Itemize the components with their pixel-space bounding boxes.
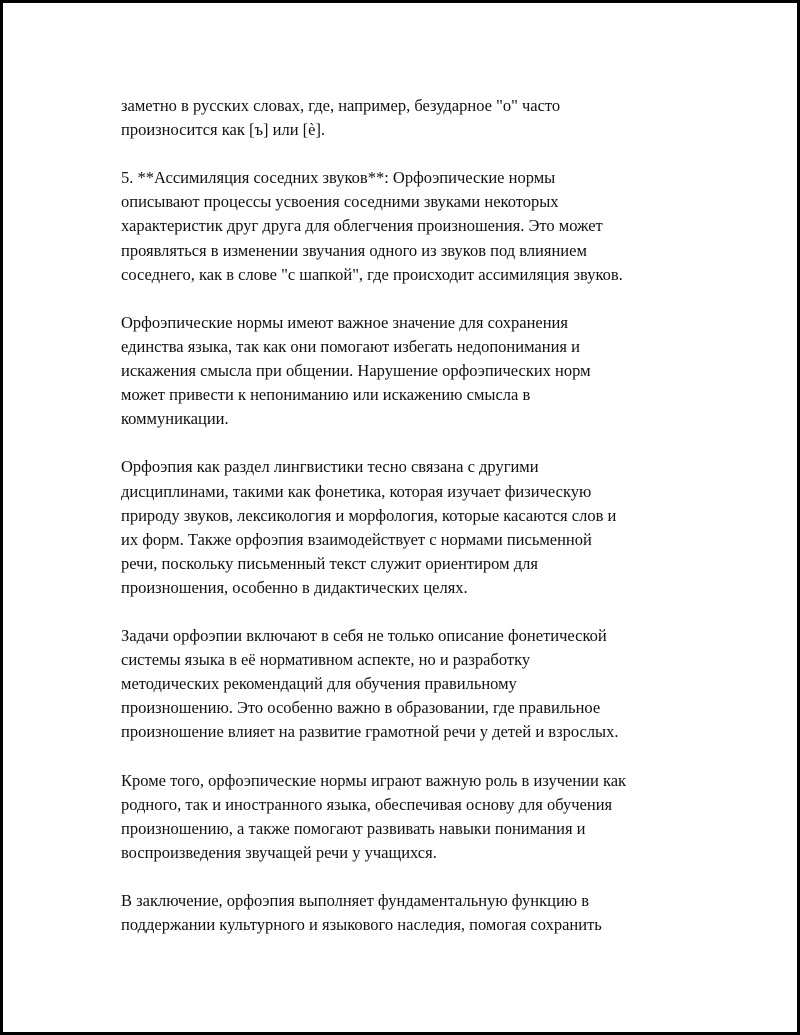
text-line: природу звуков, лексикология и морфология, которые касаются слов и	[121, 505, 617, 525]
text-line: В заключение, орфоэпия выполняет фундаментальную функцию в	[121, 891, 590, 911]
text-line: поддержании культурного и языкового наследия, помогая сохранить	[121, 915, 602, 935]
text-line: характеристик друг друга для облегчения произношения. Это может	[121, 216, 603, 236]
paragraph-3	[121, 311, 701, 431]
document-body	[121, 94, 701, 961]
text-line: воспроизведения звучащей речи у учащихся.	[121, 842, 437, 862]
text-line: их форм. Также орфоэпия взаимодействует с нормами письменной	[121, 529, 592, 549]
text-line: родного, так и иностранного языка, обеспечивая основу для обучения	[121, 794, 613, 814]
text-line: проявляться в изменении звучания одного из звуков под влиянием	[121, 240, 587, 260]
text-line: произношению. Это особенно важно в образовании, где правильное	[121, 698, 601, 718]
text-line: описывают процессы усвоения соседними звуками некоторых	[121, 192, 559, 212]
text-line: дисциплинами, такими как фонетика, которая изучает физическую	[121, 481, 592, 501]
text-line: может привести к непониманию или искажению смысла в	[121, 385, 531, 405]
text-line: коммуникации.	[121, 409, 229, 429]
text-line: Кроме того, орфоэпические нормы играют важную роль в изучении как	[121, 770, 627, 790]
text-line: произношению, а также помогают развивать навыки понимания и	[121, 818, 586, 838]
text-line: произношения, особенно в дидактических целях.	[121, 577, 468, 597]
paragraph-1	[121, 94, 701, 142]
paragraph-5	[121, 624, 701, 744]
text-line: Орфоэпия как раздел лингвистики тесно связана с другими	[121, 457, 539, 477]
text-line: заметно в русских словах, где, например, безударное "о" часто	[121, 96, 561, 115]
paragraph-4	[121, 455, 701, 600]
paragraph-7	[121, 889, 701, 937]
paragraph-2	[121, 166, 701, 286]
text-line: произношение влияет на развитие грамотной речи у детей и взрослых.	[121, 722, 619, 742]
text-line: искажения смысла при общении. Нарушение орфоэпических норм	[121, 361, 591, 381]
text-line: речи, поскольку письменный текст служит ориентиром для	[121, 553, 538, 573]
text-line: Задачи орфоэпии включают в себя не только описание фонетической	[121, 626, 607, 646]
text-line: системы языка в её нормативном аспекте, но и разработку	[121, 650, 531, 670]
text-line: методических рекомендаций для обучения правильному	[121, 674, 517, 694]
text-line: произносится как [ъ] или [è].	[121, 120, 326, 140]
text-line: соседнего, как в слове "с шапкой", где происходит ассимиляция звуков.	[121, 264, 623, 284]
text-line: Орфоэпические нормы имеют важное значение для сохранения	[121, 312, 568, 332]
text-line: единства языка, так как они помогают избегать недопонимания и	[121, 336, 580, 356]
text-line: 5. **Ассимиляция соседних звуков**: Орфоэпические нормы	[121, 168, 556, 188]
paragraph-6	[121, 769, 701, 865]
